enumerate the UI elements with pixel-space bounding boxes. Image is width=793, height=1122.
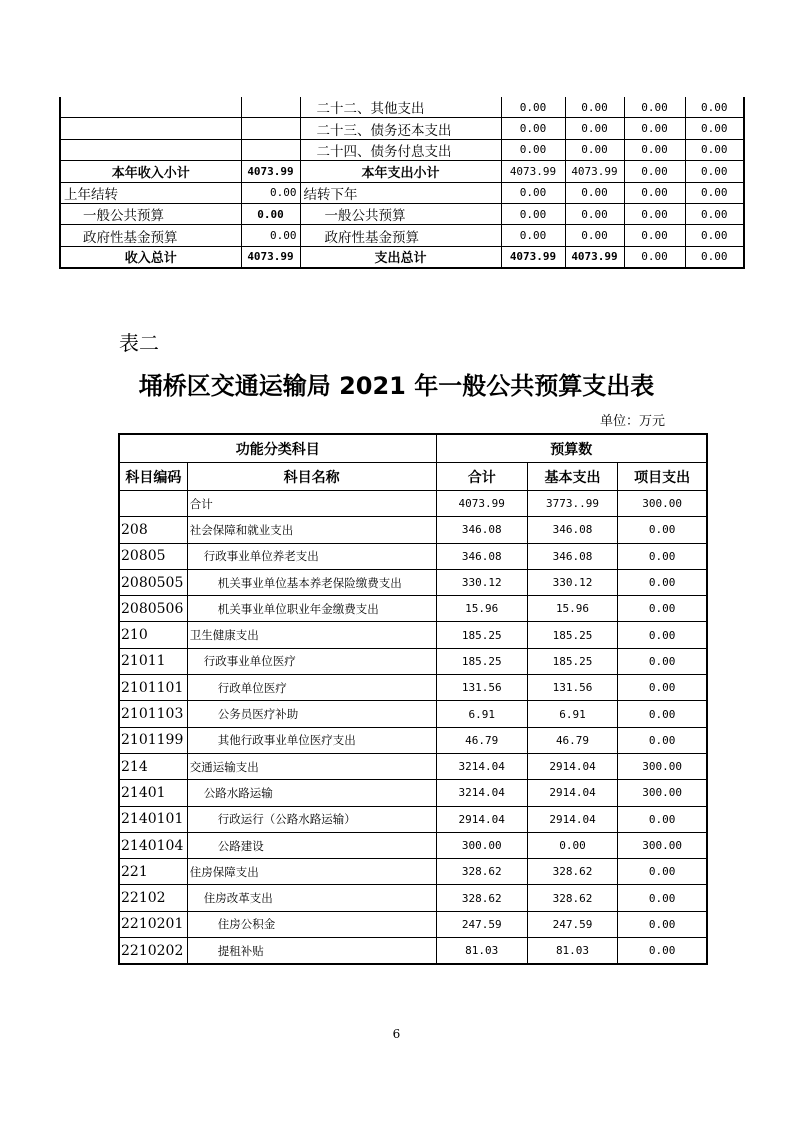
table-row (119, 753, 707, 779)
name-cell: 公务员医疗补助 (187, 701, 436, 727)
code-cell: 2101199 (119, 727, 187, 753)
total-cell: 328.62 (436, 859, 527, 885)
basic-cell: 2914.04 (527, 753, 617, 779)
table-row (119, 569, 707, 595)
code-cell: 22102 (119, 885, 187, 911)
basic-cell: 46.79 (527, 727, 617, 753)
total-cell: 3214.04 (436, 753, 527, 779)
income-amount-cell: 0.00 (241, 225, 300, 246)
income-item-cell (60, 97, 241, 118)
income-subtotal-label: 本年收入小计 (60, 161, 241, 182)
code-cell: 21401 (119, 780, 187, 806)
header-total: 合计 (436, 463, 527, 491)
code-cell: 2101101 (119, 675, 187, 701)
amount-cell: 0.00 (501, 97, 565, 118)
amount-cell: 0.00 (501, 182, 565, 203)
header-code: 科目编码 (119, 463, 187, 491)
table-row (119, 517, 707, 543)
basic-cell: 247.59 (527, 911, 617, 937)
amount-cell: 4073.99 (501, 246, 565, 268)
amount-cell: 0.00 (685, 225, 744, 246)
amount-cell: 0.00 (685, 161, 744, 182)
name-cell: 提租补贴 (187, 938, 436, 965)
project-cell: 0.00 (618, 885, 707, 911)
name-cell: 住房公积金 (187, 911, 436, 937)
name-cell: 社会保障和就业支出 (187, 517, 436, 543)
table-row (60, 118, 744, 139)
code-cell: 210 (119, 622, 187, 648)
table-row (60, 139, 744, 160)
project-cell: 0.00 (618, 806, 707, 832)
unit-label: 单位：万元 (600, 414, 666, 429)
table-row (119, 675, 707, 701)
table-row (119, 859, 707, 885)
amount-cell: 0.00 (565, 139, 624, 160)
project-cell: 0.00 (618, 648, 707, 674)
total-cell: 46.79 (436, 727, 527, 753)
income-total-value: 4073.99 (241, 246, 300, 268)
basic-cell: 15.96 (527, 596, 617, 622)
income-item-cell (60, 139, 241, 160)
project-cell: 300.00 (618, 780, 707, 806)
amount-cell: 0.00 (624, 97, 685, 118)
amount-cell: 0.00 (685, 246, 744, 268)
basic-cell: 81.03 (527, 938, 617, 965)
amount-cell: 0.00 (501, 118, 565, 139)
project-cell: 0.00 (618, 622, 707, 648)
table-row (119, 911, 707, 937)
basic-cell: 328.62 (527, 885, 617, 911)
total-cell: 15.96 (436, 596, 527, 622)
total-cell: 300.00 (436, 832, 527, 858)
table-row (119, 938, 707, 965)
income-amount-cell: 0.00 (241, 182, 300, 203)
table-row (60, 203, 744, 224)
basic-cell: 328.62 (527, 859, 617, 885)
amount-cell: 0.00 (501, 225, 565, 246)
name-cell: 行政运行（公路水路运输） (187, 806, 436, 832)
amount-cell: 0.00 (624, 139, 685, 160)
amount-cell: 0.00 (501, 139, 565, 160)
total-cell: 3214.04 (436, 780, 527, 806)
name-cell: 公路水路运输 (187, 780, 436, 806)
table-row (60, 97, 744, 118)
total-cell: 346.08 (436, 543, 527, 569)
code-cell: 2080506 (119, 596, 187, 622)
total-cell: 4073.99 (436, 491, 527, 517)
income-subtotal-value: 4073.99 (241, 161, 300, 182)
name-cell: 行政单位医疗 (187, 675, 436, 701)
income-item-cell: 政府性基金预算 (60, 225, 241, 246)
code-cell: 2210202 (119, 938, 187, 965)
name-cell: 机关事业单位基本养老保险缴费支出 (187, 569, 436, 595)
project-cell: 0.00 (618, 675, 707, 701)
name-cell: 其他行政事业单位医疗支出 (187, 727, 436, 753)
name-cell: 住房保障支出 (187, 859, 436, 885)
project-cell: 0.00 (618, 727, 707, 753)
code-cell: 21011 (119, 648, 187, 674)
expense-item-cell: 二十三、债务还本支出 (300, 118, 501, 139)
code-cell: 214 (119, 753, 187, 779)
table-row (119, 885, 707, 911)
page-title: 埇桥区交通运输局 2021 年一般公共预算支出表 (138, 372, 655, 400)
amount-cell: 0.00 (501, 203, 565, 224)
table-row (60, 225, 744, 246)
basic-cell: 0.00 (527, 832, 617, 858)
expense-subtotal-label: 本年支出小计 (300, 161, 501, 182)
table-row-total (60, 246, 744, 268)
amount-cell: 0.00 (565, 97, 624, 118)
amount-cell: 0.00 (565, 182, 624, 203)
name-cell: 机关事业单位职业年金缴费支出 (187, 596, 436, 622)
income-amount-cell (241, 118, 300, 139)
project-cell: 0.00 (618, 517, 707, 543)
table-body (119, 491, 707, 965)
table-row (119, 780, 707, 806)
basic-cell: 131.56 (527, 675, 617, 701)
table-label: 表二 (119, 331, 159, 355)
budget-expenditure-table (118, 433, 708, 965)
code-cell (119, 491, 187, 517)
table-row (119, 596, 707, 622)
amount-cell: 0.00 (624, 161, 685, 182)
table-row-subtotal (60, 161, 744, 182)
total-cell: 185.25 (436, 648, 527, 674)
table-row (119, 622, 707, 648)
project-cell: 0.00 (618, 701, 707, 727)
total-cell: 185.25 (436, 622, 527, 648)
name-cell: 交通运输支出 (187, 753, 436, 779)
amount-cell: 4073.99 (565, 246, 624, 268)
header-functional-classification: 功能分类科目 (119, 434, 436, 463)
basic-cell: 346.08 (527, 543, 617, 569)
table-row (119, 648, 707, 674)
income-amount-cell (241, 97, 300, 118)
basic-cell: 346.08 (527, 517, 617, 543)
code-cell: 2140101 (119, 806, 187, 832)
basic-cell: 330.12 (527, 569, 617, 595)
basic-cell: 185.25 (527, 648, 617, 674)
code-cell: 2080505 (119, 569, 187, 595)
income-item-cell: 一般公共预算 (60, 203, 241, 224)
income-amount-cell: 0.00 (241, 203, 300, 224)
basic-cell: 3773..99 (527, 491, 617, 517)
page-number: 6 (392, 1027, 401, 1041)
name-cell: 行政事业单位养老支出 (187, 543, 436, 569)
total-cell: 81.03 (436, 938, 527, 965)
name-cell: 住房改革支出 (187, 885, 436, 911)
table-row (119, 832, 707, 858)
amount-cell: 0.00 (624, 225, 685, 246)
amount-cell: 0.00 (565, 118, 624, 139)
income-expense-table-continued (59, 97, 745, 269)
project-cell: 0.00 (618, 543, 707, 569)
code-cell: 20805 (119, 543, 187, 569)
name-cell: 合计 (187, 491, 436, 517)
total-cell: 6.91 (436, 701, 527, 727)
project-cell: 0.00 (618, 911, 707, 937)
code-cell: 221 (119, 859, 187, 885)
amount-cell: 0.00 (624, 246, 685, 268)
header-project: 项目支出 (618, 463, 707, 491)
basic-cell: 6.91 (527, 701, 617, 727)
header-row-columns (119, 463, 707, 491)
amount-cell: 0.00 (685, 182, 744, 203)
amount-cell: 0.00 (565, 203, 624, 224)
amount-cell: 4073.99 (565, 161, 624, 182)
expense-total-label: 支出总计 (300, 246, 501, 268)
amount-cell: 0.00 (685, 203, 744, 224)
total-cell: 247.59 (436, 911, 527, 937)
table-row (60, 182, 744, 203)
name-cell: 行政事业单位医疗 (187, 648, 436, 674)
amount-cell: 0.00 (685, 139, 744, 160)
total-cell: 131.56 (436, 675, 527, 701)
table-row (119, 727, 707, 753)
income-total-label: 收入总计 (60, 246, 241, 268)
expense-item-cell: 二十四、债务付息支出 (300, 139, 501, 160)
expense-item-cell: 结转下年 (300, 182, 501, 203)
amount-cell: 0.00 (624, 203, 685, 224)
expense-item-cell: 政府性基金预算 (300, 225, 501, 246)
project-cell: 300.00 (618, 753, 707, 779)
name-cell: 公路建设 (187, 832, 436, 858)
expense-item-cell: 二十二、其他支出 (300, 97, 501, 118)
amount-cell: 0.00 (624, 182, 685, 203)
header-row-group (119, 434, 707, 463)
amount-cell: 0.00 (624, 118, 685, 139)
project-cell: 0.00 (618, 569, 707, 595)
project-cell: 0.00 (618, 859, 707, 885)
code-cell: 2140104 (119, 832, 187, 858)
total-cell: 330.12 (436, 569, 527, 595)
project-cell: 300.00 (618, 832, 707, 858)
income-item-cell (60, 118, 241, 139)
code-cell: 2210201 (119, 911, 187, 937)
income-item-cell: 上年结转 (60, 182, 241, 203)
code-cell: 2101103 (119, 701, 187, 727)
project-cell: 300.00 (618, 491, 707, 517)
header-budget-amount: 预算数 (436, 434, 707, 463)
amount-cell: 0.00 (685, 97, 744, 118)
table-row (119, 543, 707, 569)
header-name: 科目名称 (187, 463, 436, 491)
basic-cell: 2914.04 (527, 806, 617, 832)
name-cell: 卫生健康支出 (187, 622, 436, 648)
basic-cell: 2914.04 (527, 780, 617, 806)
total-cell: 2914.04 (436, 806, 527, 832)
amount-cell: 4073.99 (501, 161, 565, 182)
project-cell: 0.00 (618, 596, 707, 622)
expense-item-cell: 一般公共预算 (300, 203, 501, 224)
total-cell: 328.62 (436, 885, 527, 911)
project-cell: 0.00 (618, 938, 707, 965)
table-row (119, 701, 707, 727)
basic-cell: 185.25 (527, 622, 617, 648)
amount-cell: 0.00 (565, 225, 624, 246)
income-amount-cell (241, 139, 300, 160)
total-cell: 346.08 (436, 517, 527, 543)
amount-cell: 0.00 (685, 118, 744, 139)
table-row (119, 491, 707, 517)
table-row (119, 806, 707, 832)
code-cell: 208 (119, 517, 187, 543)
header-basic: 基本支出 (527, 463, 617, 491)
